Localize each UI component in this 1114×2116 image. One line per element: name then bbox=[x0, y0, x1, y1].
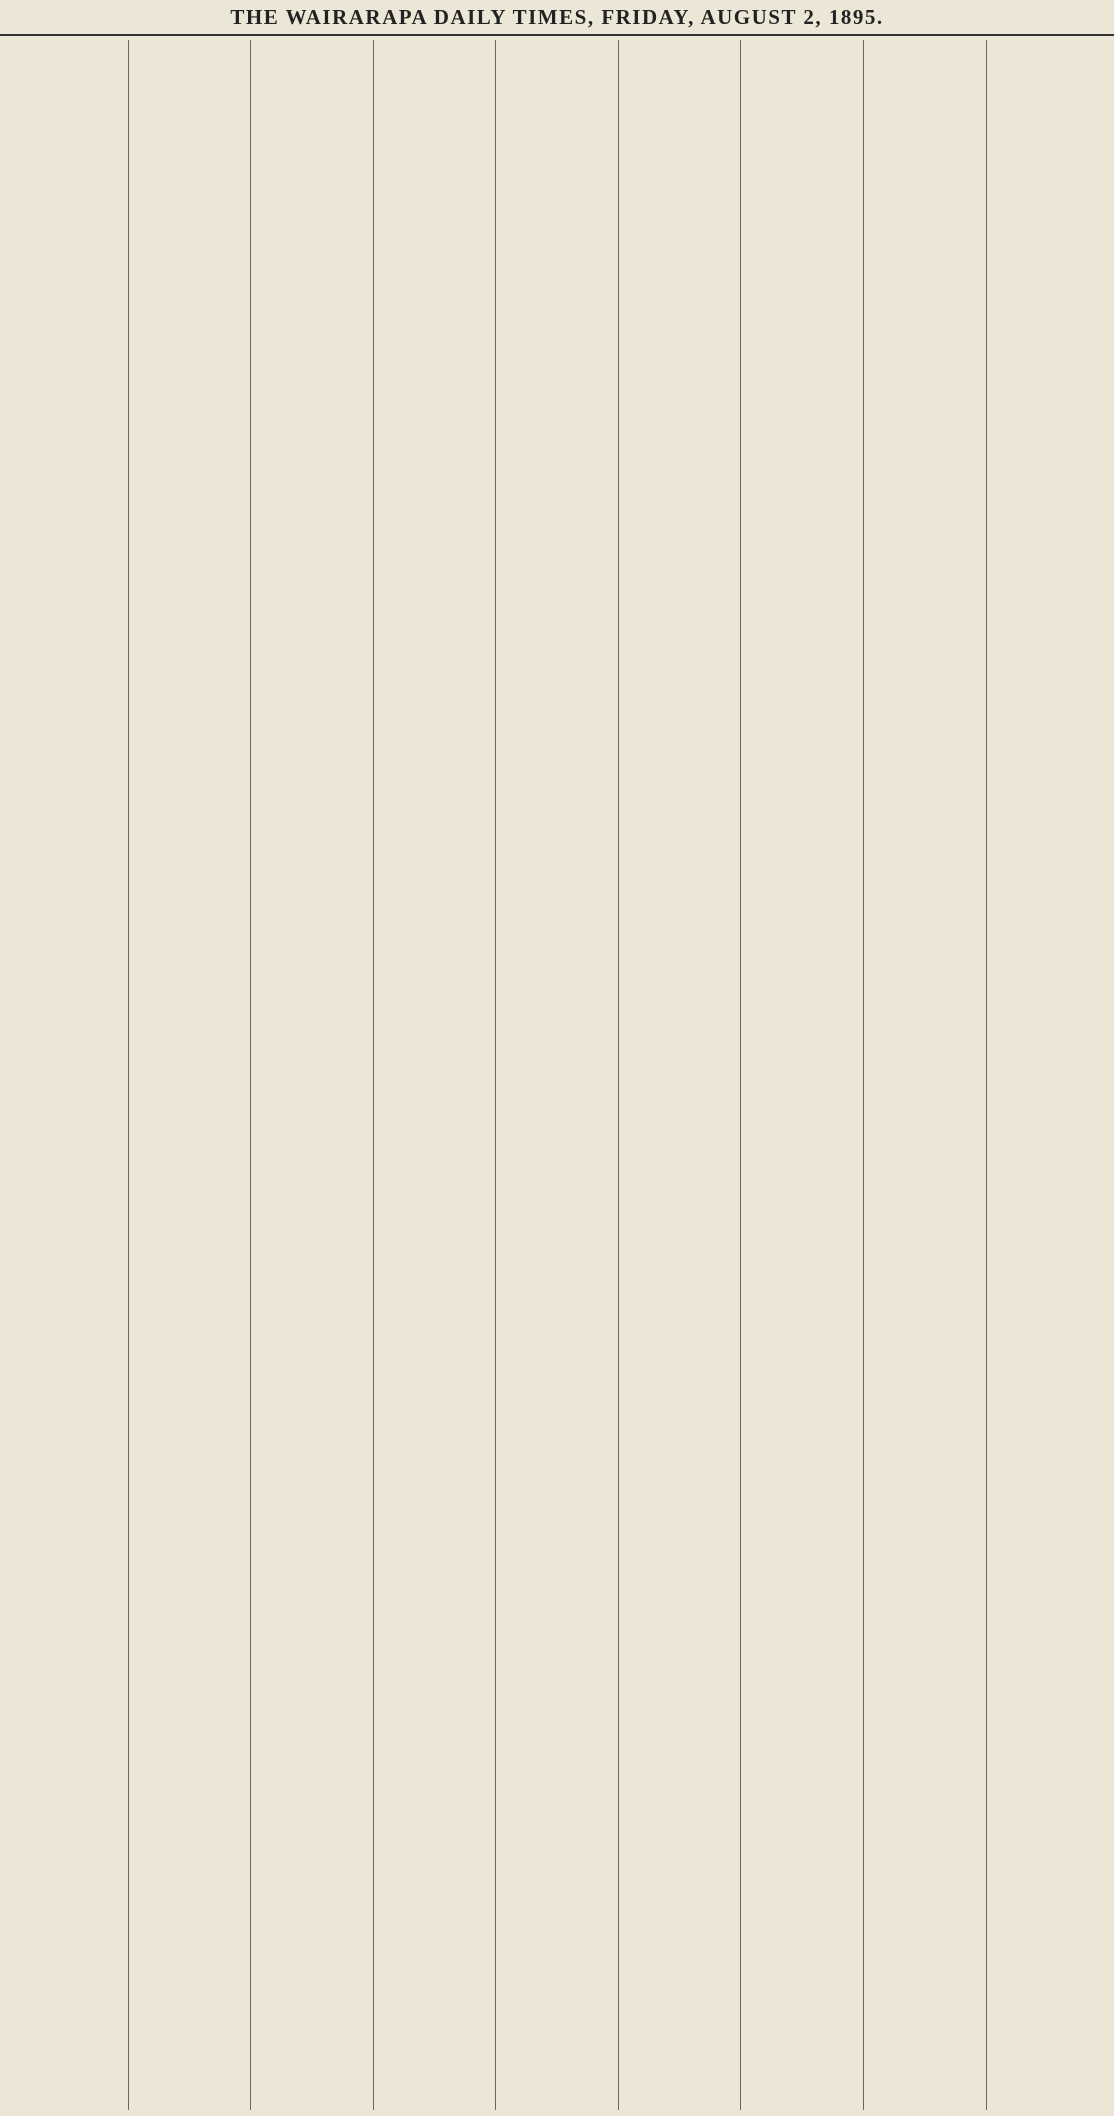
column-7 bbox=[741, 40, 864, 2110]
column-2 bbox=[129, 40, 252, 2110]
columns bbox=[6, 40, 1108, 2110]
newspaper-title: THE WAIRARAPA DAILY TIMES, FRIDAY, AUGUST 2, 1895. bbox=[230, 4, 884, 29]
column-4 bbox=[374, 40, 497, 2110]
column-9 bbox=[987, 40, 1109, 2110]
column-6 bbox=[619, 40, 742, 2110]
masthead bbox=[0, 0, 1114, 36]
column-8 bbox=[864, 40, 987, 2110]
column-1 bbox=[6, 40, 129, 2110]
column-5 bbox=[496, 40, 619, 2110]
column-3 bbox=[251, 40, 374, 2110]
